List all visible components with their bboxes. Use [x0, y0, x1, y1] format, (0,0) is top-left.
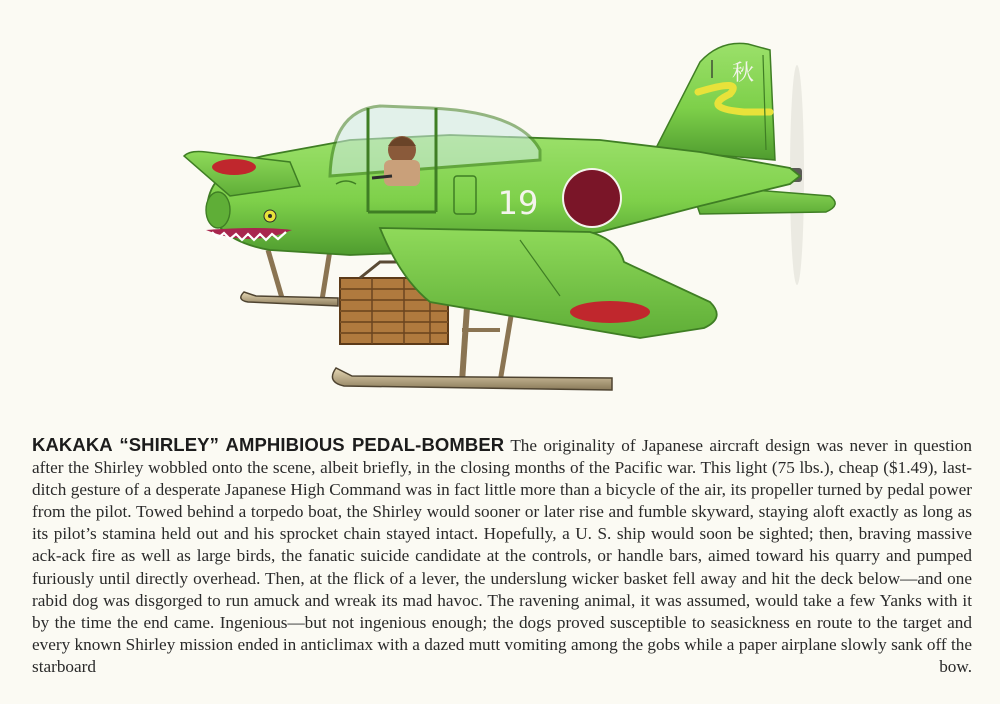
tail-character: 秋	[731, 61, 755, 86]
article-body: The originality of Japanese aircraft design was never in question after the Shirley wobbled onto the scene, albeit briefly, in the closing months of the Pacific war. This light (75 lbs.), cheap ($1.49), last-ditch gesture of a desperate Japanese High Command was in fact little more than a bicycle of the air, its propeller turned by pedal power from the pilot. Towed behind a torpedo boat, the Shirley would sooner or later rise and fumble skyward, staying aloft exactly as long as its pilot’s stamina held out and his sprocket chain stayed intact. Hopefully, a U. S. ship would soon be sighted; then, braving massive ack-ack fire as well as large birds, the fanatic suicide candidate at the controls, or handle bars, aimed toward his quarry and pumped furiously until directly overhead. Then, at the flick of a lever, the underslung wicker basket fell away and hit the deck below—and one rabid dog was disgorged to run amuck and wreak its mad havoc. The ravening animal, it was assumed, would take a few Yanks with it by the time the end came. Ingenious—but not ingenious enough; the dogs proved susceptible to seasickness en route to the target and every known Shirley mission ended in anticlimax with a dazed mutt vomiting among the gobs while a paper airplane slowly sank off the starboard bow.	[32, 436, 972, 676]
article-headline: KAKAKA “SHIRLEY” AMPHIBIOUS PEDAL-BOMBER	[32, 434, 505, 455]
tail-fin	[655, 43, 775, 160]
article-text	[32, 434, 972, 678]
wing-roundel	[570, 301, 650, 323]
main-ski	[332, 368, 612, 390]
fuselage-number: 19	[497, 184, 539, 222]
